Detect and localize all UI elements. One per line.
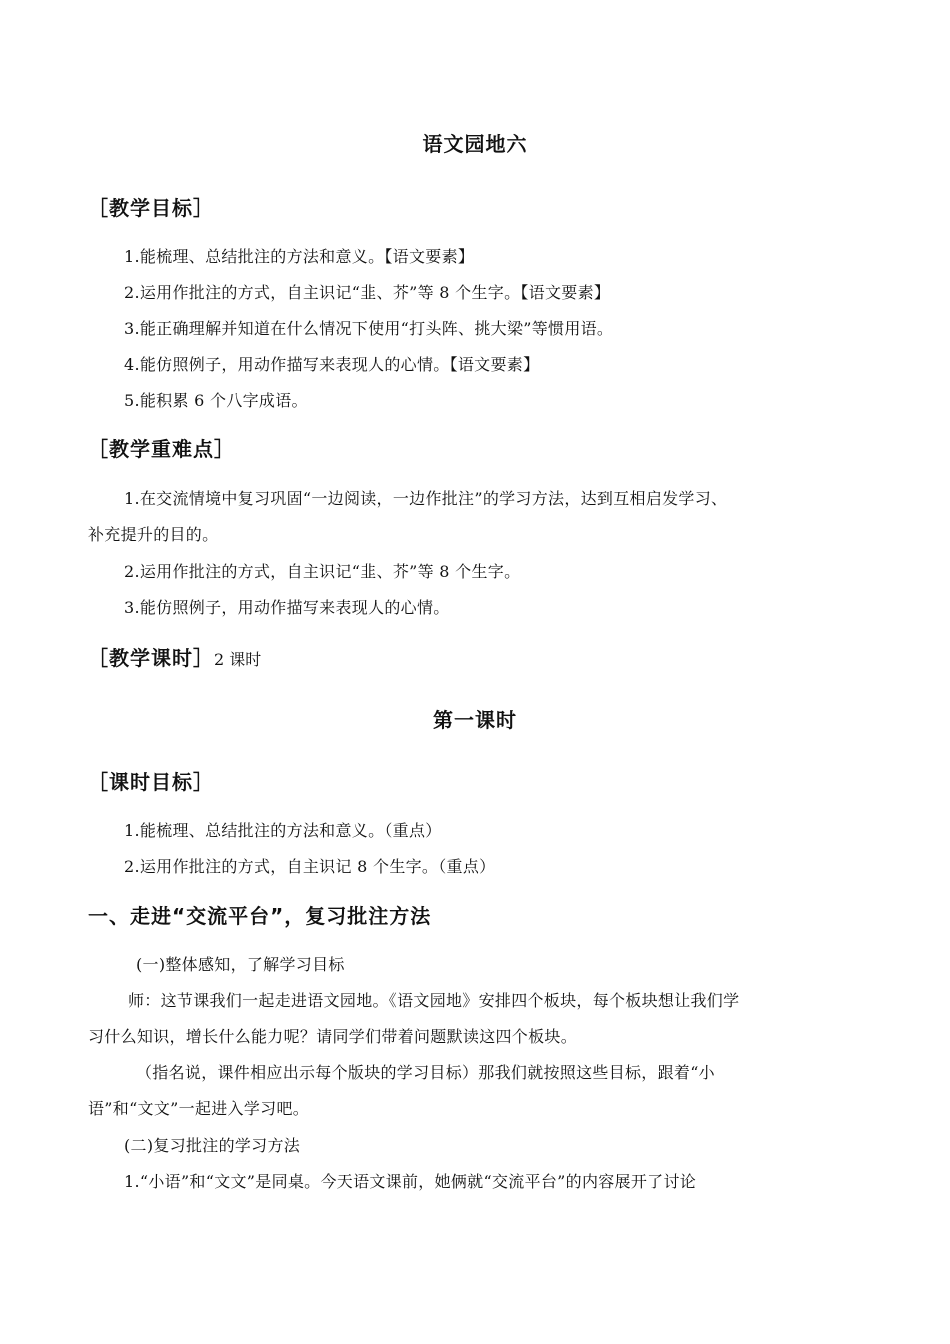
paragraph-3-line-1: 1.“小语”和“文文”是同桌。今天语文课前，她俩就“交流平台”的内容展开了讨论 — [124, 1172, 697, 1191]
lesson-goal-2: 2.运用作批注的方式，自主识记 8 个生字。（重点） — [124, 857, 496, 876]
paragraph-1-line-2: 习什么知识，增长什么能力呢？请同学们带着问题默读这四个板块。 — [88, 1027, 578, 1046]
key-point-1-line-2: 补充提升的目的。 — [88, 525, 219, 544]
goal-item-4: 4.能仿照例子，用动作描写来表现人的心情。【语文要素】 — [124, 355, 540, 374]
goal-item-1: 1.能梳理、总结批注的方法和意义。【语文要素】 — [124, 247, 475, 266]
lesson-goal-1: 1.能梳理、总结批注的方法和意义。（重点） — [124, 821, 442, 840]
section-heading-lesson-goals: ［课时目标］ — [88, 770, 214, 794]
section-heading-key-points: ［教学重难点］ — [88, 437, 235, 461]
subheading-1: (一)整体感知，了解学习目标 — [136, 955, 345, 974]
goal-item-5: 5.能积累 6 个八字成语。 — [124, 391, 308, 410]
key-point-1-line-1: 1.在交流情境中复习巩固“一边阅读，一边作批注”的学习方法，达到互相启发学习、 — [124, 489, 728, 508]
goal-item-3: 3.能正确理解并知道在什么情况下使用“打头阵、挑大梁”等惯用语。 — [124, 319, 614, 338]
paragraph-2-line-1: （指名说，课件相应出示每个版块的学习目标）那我们就按照这些目标，跟着“小 — [136, 1063, 715, 1082]
section-heading-periods — [88, 642, 261, 671]
key-point-3: 3.能仿照例子，用动作描写来表现人的心情。 — [124, 598, 450, 617]
key-point-2: 2.运用作批注的方式，自主识记“韭、芥”等 8 个生字。 — [124, 562, 521, 581]
periods-value: 2 课时 — [214, 650, 262, 669]
document-title: 语文园地六 — [422, 132, 528, 156]
lesson-title: 第一课时 — [433, 708, 517, 732]
periods-label: ［教学课时］ — [88, 646, 214, 670]
part-heading-1: 一、走进“交流平台”，复习批注方法 — [88, 904, 432, 928]
goal-item-2: 2.运用作批注的方式，自主识记“韭、芥”等 8 个生字。【语文要素】 — [124, 283, 611, 302]
paragraph-1-line-1: 师：这节课我们一起走进语文园地。《语文园地》安排四个板块，每个板块想让我们学 — [128, 991, 740, 1010]
section-heading-teaching-goals: ［教学目标］ — [88, 196, 214, 220]
paragraph-2-line-2: 语”和“文文”一起进入学习吧。 — [88, 1099, 310, 1118]
subheading-2: (二)复习批注的学习方法 — [124, 1136, 301, 1155]
